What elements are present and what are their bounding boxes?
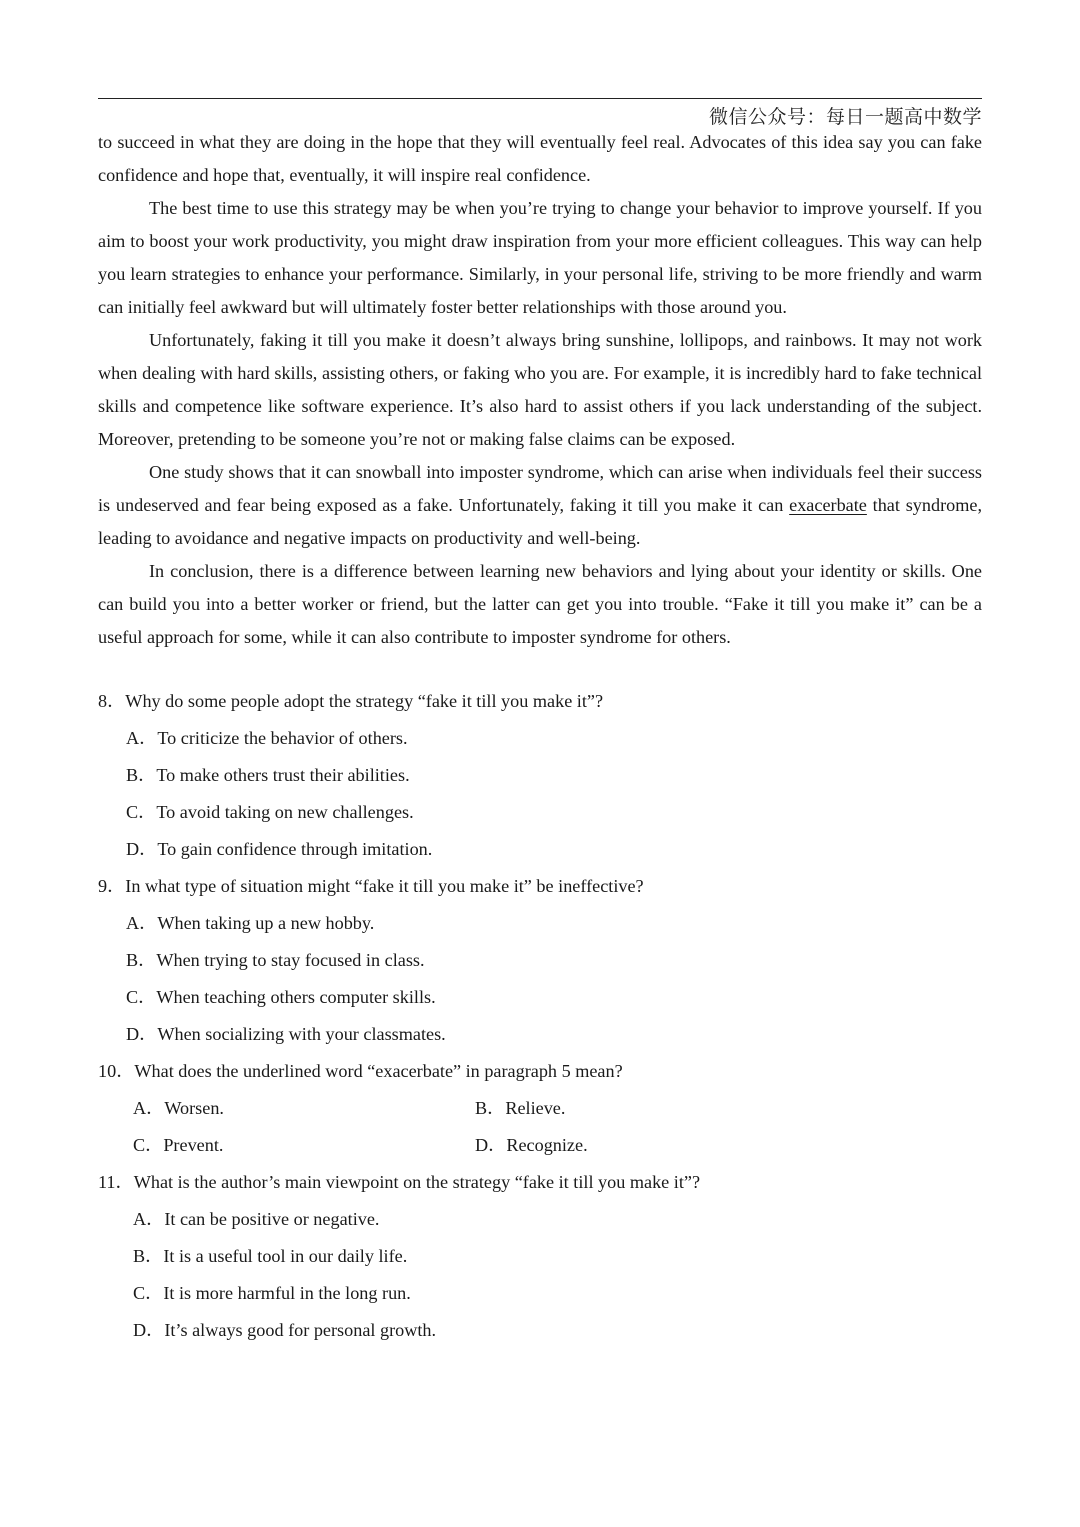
question-10-option-d: D．Recognize.	[475, 1135, 588, 1155]
header-note: 微信公众号：每日一题高中数学	[708, 106, 982, 128]
question-10-options-row-2	[98, 1129, 982, 1162]
passage-paragraph-4	[98, 456, 982, 555]
paragraph-text: One study shows that it can snowball into imposter syndrome, which can arise when individuals feel their success is undeserved and fear being exposed as a fake. Unfortunately, faking it till you make it can	[98, 462, 982, 515]
question-11-stem: 11．What is the author’s main viewpoint on the strategy “fake it till you make it”?	[98, 1172, 701, 1192]
question-9-stem: 9．In what type of situation might “fake it till you make it” be ineffective?	[98, 876, 644, 896]
question-10-options-row-1	[98, 1092, 982, 1125]
passage-paragraph-1: to succeed in what they are doing in the hope that they will eventually feel real. Advocates of this idea say you can fake confidence and hope that, eventually, it will inspire real confidence.	[98, 132, 982, 185]
question-8-stem: 8．Why do some people adopt the strategy “fake it till you make it”?	[98, 691, 604, 711]
question-list	[98, 685, 982, 1351]
question-10-stem: 10．What does the underlined word “exacerbate” in paragraph 5 mean?	[98, 1061, 623, 1081]
question-9-option-a: A．When taking up a new hobby.	[126, 913, 375, 933]
reading-passage	[98, 126, 982, 654]
question-11-option-d: D．It’s always good for personal growth.	[133, 1320, 437, 1340]
question-9-option-d: D．When socializing with your classmates.	[126, 1024, 446, 1044]
question-11-option-c: C．It is more harmful in the long run.	[133, 1283, 411, 1303]
underlined-word: exacerbate	[789, 495, 867, 515]
question-9-option-c: C．When teaching others computer skills.	[126, 987, 436, 1007]
question-10-option-a: A．Worsen.	[133, 1098, 224, 1118]
question-11-option-a: A．It can be positive or negative.	[133, 1209, 380, 1229]
header-rule	[98, 98, 982, 99]
question-8-option-d: D．To gain confidence through imitation.	[126, 839, 433, 859]
question-8-option-a: A．To criticize the behavior of others.	[126, 728, 408, 748]
question-8-option-c: C．To avoid taking on new challenges.	[126, 802, 414, 822]
passage-paragraph-3: Unfortunately, faking it till you make it doesn’t always bring sunshine, lollipops, and rainbows. It may not work when dealing with hard skills, assisting others, or faking who you are. For example, it is incredibly hard to fake technical skills and competence like software experience. It’s also hard to assist others if you lack understanding of the subject. Moreover, pretending to be someone you’re not or making false claims can be exposed.	[98, 330, 982, 449]
passage-paragraph-5: In conclusion, there is a difference between learning new behaviors and lying about your identity or skills. One can build you into a better worker or friend, but the latter can get you into trouble. “Fake it till you make it” can be a useful approach for some, while it can also contribute to imposter syndrome for others.	[98, 561, 982, 647]
question-8-option-b: B．To make others trust their abilities.	[126, 765, 410, 785]
question-11-option-b: B．It is a useful tool in our daily life.	[133, 1246, 408, 1266]
question-10-option-c: C．Prevent.	[133, 1135, 224, 1155]
passage-paragraph-2: The best time to use this strategy may be when you’re trying to change your behavior to improve yourself. If you aim to boost your work productivity, you might draw inspiration from your more efficient colleagues. This way can help you learn strategies to enhance your performance. Similarly, in your personal life, striving to be more friendly and warm can initially feel awkward but will ultimately foster better relationships with those around you.	[98, 198, 982, 317]
paragraph-text: that syndrome, leading to avoidance and negative impacts on productivity and well-being.	[98, 495, 983, 548]
question-9-option-b: B．When trying to stay focused in class.	[126, 950, 425, 970]
question-10-option-b: B．Relieve.	[475, 1098, 566, 1118]
